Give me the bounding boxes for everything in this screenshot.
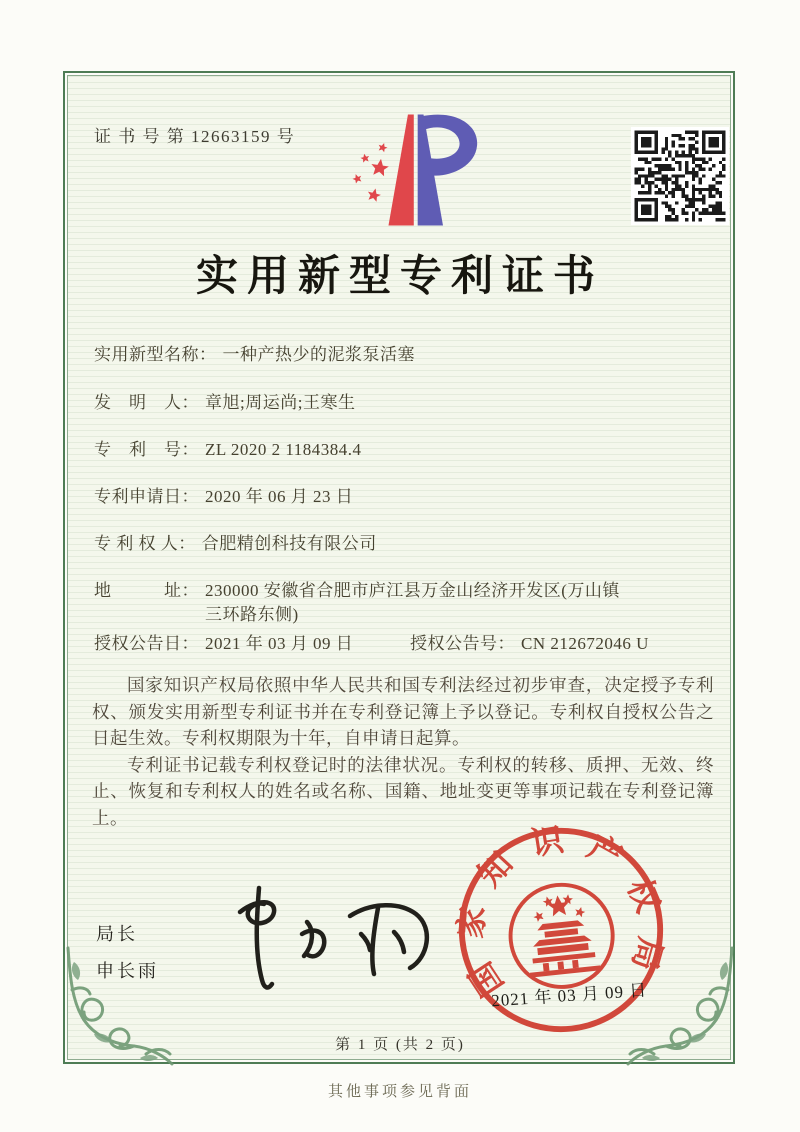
field-row-patentee	[94, 532, 716, 556]
field-row-application-date	[94, 485, 716, 509]
seal-ring-text: 国家知识产权局	[453, 822, 669, 1003]
back-note: 其他事项参见背面	[327, 1084, 472, 1100]
field-value: 2020 年 06 月 23 日	[205, 487, 354, 506]
cnipa-logo-icon	[333, 105, 479, 235]
official-seal	[442, 811, 679, 1048]
director-post-label: 局长	[96, 924, 138, 944]
grant-date-label: 授权公告日：	[94, 634, 199, 653]
field-value: 章旭;周运尚;王寒生	[205, 393, 356, 412]
national-emblem-icon	[506, 880, 618, 992]
field-label: 专利申请日：	[94, 487, 199, 506]
field-label: 发 明 人：	[94, 393, 199, 412]
field-row-patent-number	[94, 438, 716, 462]
field-value: 合肥精创科技有限公司	[201, 534, 377, 553]
field-label: 专 利 号：	[94, 440, 199, 459]
grant-number-label: 授权公告号：	[410, 634, 515, 653]
field-value: 230000 安徽省合肥市庐江县万金山经济开发区(万山镇三环路东侧)	[205, 581, 620, 624]
certificate-title: 实用新型专利证书	[195, 254, 604, 300]
field-value: 一种产热少的泥浆泵活塞	[222, 345, 415, 364]
field-label: 实用新型名称：	[94, 345, 217, 364]
qr-code	[631, 127, 729, 225]
seal-date: 2021 年 03 月 09 日	[490, 980, 648, 1011]
field-label: 地 址：	[94, 581, 199, 600]
body-paragraph-1: 国家知识产权局依照中华人民共和国专利法经过初步审查，决定授予专利权、颁发实用新型专利证书并在专利登记簿上予以登记。专利权自授权公告之日起生效。专利权期限为十年，自申请日起算。	[92, 675, 714, 748]
certificate-number: 证 书 号 第 12663159 号	[94, 127, 296, 146]
field-value: ZL 2020 2 1184384.4	[205, 440, 362, 459]
field-row-utility-name	[94, 343, 716, 367]
grant-number-value: CN 212672046 U	[521, 634, 649, 653]
grant-date-value: 2021 年 03 月 09 日	[205, 634, 354, 653]
field-row-address	[94, 579, 716, 627]
field-row-inventors	[94, 391, 716, 415]
field-row-grant	[94, 632, 716, 656]
page-indicator: 第 1 页 (共 2 页)	[335, 1037, 465, 1053]
body-paragraph-2: 专利证书记载专利权登记时的法律状况。专利权的转移、质押、无效、终止、恢复和专利权人的姓名或名称、国籍、地址变更等事项记载在专利登记簿上。	[92, 754, 714, 828]
director-name: 申长雨	[96, 961, 159, 981]
director-signature-image	[212, 878, 450, 996]
legal-text	[92, 672, 714, 831]
field-label: 专 利 权 人：	[94, 534, 196, 553]
